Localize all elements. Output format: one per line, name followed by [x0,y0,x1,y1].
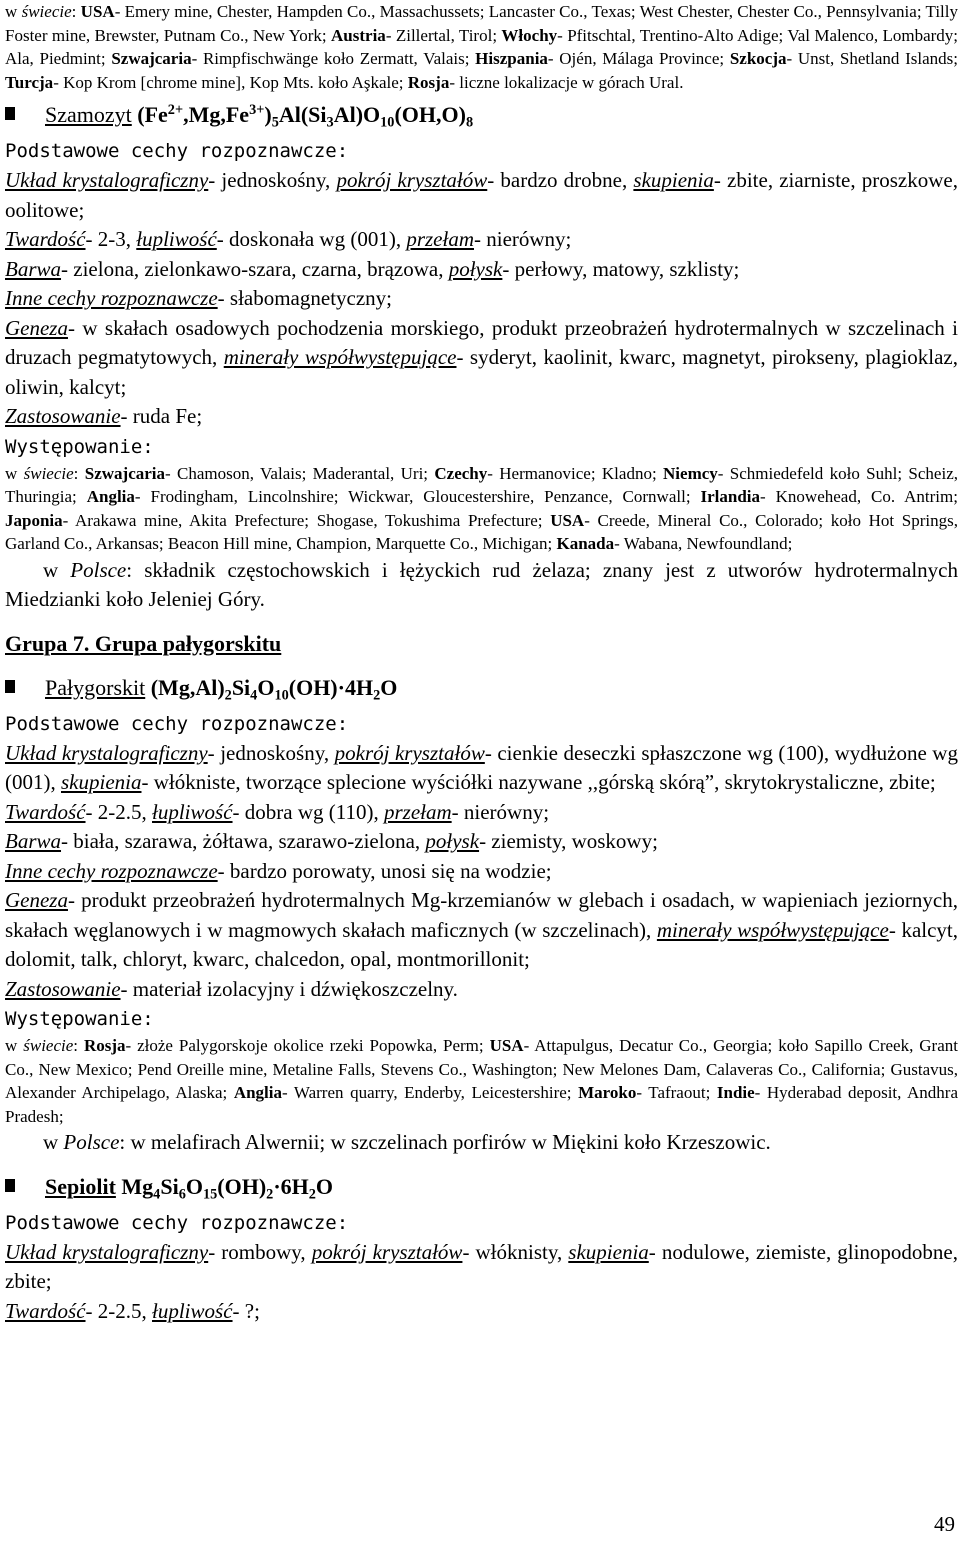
bullet-icon [5,680,15,693]
country-label: Włochy [501,25,558,45]
country-label: USA [80,2,115,21]
text: - Kop Krom [chrome mine], Kop Mts. koło Aşkale; [53,72,408,92]
country-label: Szkocja [729,49,787,68]
country-label: Austria [331,25,386,45]
property-other: Inne cechy rozpoznawcze- słabomagnetyczny; [5,286,393,310]
text: - Ojén, Málaga Province; [547,49,730,68]
property-color: Barwa- biała, szarawa, żółtawa, szarawo-zielona, połysk- ziemisty, woskowy; [5,829,658,853]
text: - Rimpfischwänge koło Zermatt, Valais; [191,49,476,68]
mineral-formula: $(Mg,Al)_2Si_4O_{10}(OH)\cdot 4H_2O$ [145,674,398,703]
occurrence-world: w świecie: Szwajcaria- Chamoson, Valais; Maderantal, Uri; Czechy- Hermanovice; Kladno; Niemcy- Schmiedefeld koło Suhl; Scheiz, Thuringia; Anglia- Frodingham, Lincolnshire; Wickwar, Gloucestershire, Penzance, Cornwall; Irlandia- Knowehead, Co. Antrim; Japonia- Arakawa mine, Akita Prefecture; Shogase, Tokushima Prefecture; USA- Creede, Mineral Co., Colorado; koło Hot Springs, Garland Co., Arkansas; Beacon Hill mine, Champion, Marquette Co., Michigan; Kanada- Wabana, Newfoundland; [5,463,959,553]
text: - Emery mine, Chester, Hampden Co., Massachussets; Lancaster Co., Texas; West Chester, Chester Co., Pennsylvania; Tilly Foster mine, Brewster, Putnam Co., New York; [5,2,958,45]
mineral-heading-szamozyt [5,100,958,130]
bullet-icon [5,1179,15,1192]
bullet-icon [5,107,15,120]
text: świecie [21,2,72,21]
property-hardness: Twardość- 2-2.5, łupliwość- dobra wg (110), przełam- nierówny; [5,799,550,824]
text: - liczne lokalizacje w górach Ural. [449,72,684,92]
mineral-name: Sepiolit [45,1173,116,1199]
occurrence-world: w świecie: Rosja- złoże Palygorskoje okolice rzeki Popowka, Perm; USA- Attapulgus, Decatur Co., Georgia; koło Sapillo Creek, Grant Co., New Mexico; Pend Oreille mine, Metaline Falls, Stevens Co., Washington; New Melones Dam, Calaveras Co., California; Gustavus, Alexander Archipelago, Alaska; Anglia- Warren quarry, Enderby, Leicestershire; Maroko- Tafraout; Indie- Hyderabad deposit, Andhra Pradesh; [5,1036,958,1126]
property-hardness: Twardość- 2-2.5, łupliwość- ?; [5,1298,260,1323]
text: - Pfitschtal, Trentino-Alto Adige; Val Malenco, Lombardy; Ala, Piedmint; [5,25,958,68]
property-use: Zastosowanie- materiał izolacyjny i dźwiękoszczelny. [5,976,458,1001]
intro-occurrence-paragraph [5,0,958,94]
text: - Zillertal, Tirol; [385,25,502,45]
mineral-name: Pałygorskit [45,674,146,700]
text: w [5,2,22,21]
property-genesis: Geneza- w skałach osadowych pochodzenia morskiego, produkt przeobrażeń hydrotermalnych w szczelinach i druzach pegmatytowych, minerały współwystępujące- syderyt, kaolinit, kwarc, magnetyt, pirokseny, plagioklaz, oliwin, kalcyt; [5,315,959,399]
country-label: Rosja [407,72,450,92]
occurrence-poland: w Polsce: w melafirach Alwernii; w szczelinach porfirów w Miękini koło Krzeszowic. [43,1130,771,1154]
section-label: Występowanie: [5,1008,154,1030]
mineral-heading-sepiolit [5,1172,958,1202]
property-color: Barwa- zielona, zielonkawo-szara, czarna, brązowa, połysk- perłowy, matowy, szklisty; [5,256,740,281]
group-heading: Grupa 7. Grupa pałygorskitu [5,630,282,656]
mineral-formula: $Mg_4Si_6O_{15}(OH)_2\cdot 6H_2O$ [115,1173,334,1202]
property-use: Zastosowanie- ruda Fe; [5,404,203,428]
section-label: Podstawowe cechy rozpoznawcze: [5,1211,349,1234]
text: : [71,2,81,21]
mineral-heading-palygorskit [5,673,958,703]
document-page [5,0,958,1326]
property-hardness: Twardość- 2-3, łupliwość- doskonała wg (001), przełam- nierówny; [5,227,572,251]
mineral-name: Szamozyt [45,102,132,127]
property-genesis: Geneza- produkt przeobrażeń hydrotermalnych Mg-krzemianów w glebach i osadach, w wapieniach jeziornych, skałach węglanowych i w magmowych skałach maficznych (w szczelinach), minerały współwystępujące- kalcyt, dolomit, talk, chloryt, kwarc, chalcedon, opal, montmorillonit; [5,888,959,971]
section-label: Występowanie: [5,435,154,458]
property-crystal-system: Układ krystalograficzny- jednoskośny, pokrój kryształów- bardzo drobne, skupienia- zbite, ziarniste, proszkowe, oolitowe; [5,168,958,222]
mineral-formula: $(Fe^{2+},Mg,Fe^{3+})_5Al(Si_3Al)O_{10}(OH,O)_8$ [131,102,474,131]
text: - Unst, Shetland Islands; [786,49,958,68]
page-number: 49 [934,1512,955,1536]
section-label: Podstawowe cechy rozpoznawcze: [5,140,349,162]
country-label: Turcja [5,72,54,92]
section-label: Podstawowe cechy rozpoznawcze: [5,712,349,735]
country-label: Szwajcaria [111,49,192,68]
property-crystal-system: Układ krystalograficzny- jednoskośny, pokrój kryształów- cienkie deseczki spłaszczone wg (100), wydłużone wg (001), skupienia- włókniste, tworzące splecione wyściółki nazywane ,,górską skórą”, skrytokrystaliczne, zbite; [5,740,958,794]
country-label: Hiszpania [475,49,548,68]
property-other: Inne cechy rozpoznawcze- bardzo porowaty, unosi się na wodzie; [5,858,552,883]
occurrence-poland: w Polsce: składnik częstochowskich i łężyckich rud żelaza; znany jest z utworów hydrotermalnych Miedzianki koło Jeleniej Góry. [5,557,958,611]
property-crystal-system: Układ krystalograficzny- rombowy, pokrój kryształów- włóknisty, skupienia- nodulowe, ziemiste, glinopodobne, zbite; [5,1239,958,1293]
